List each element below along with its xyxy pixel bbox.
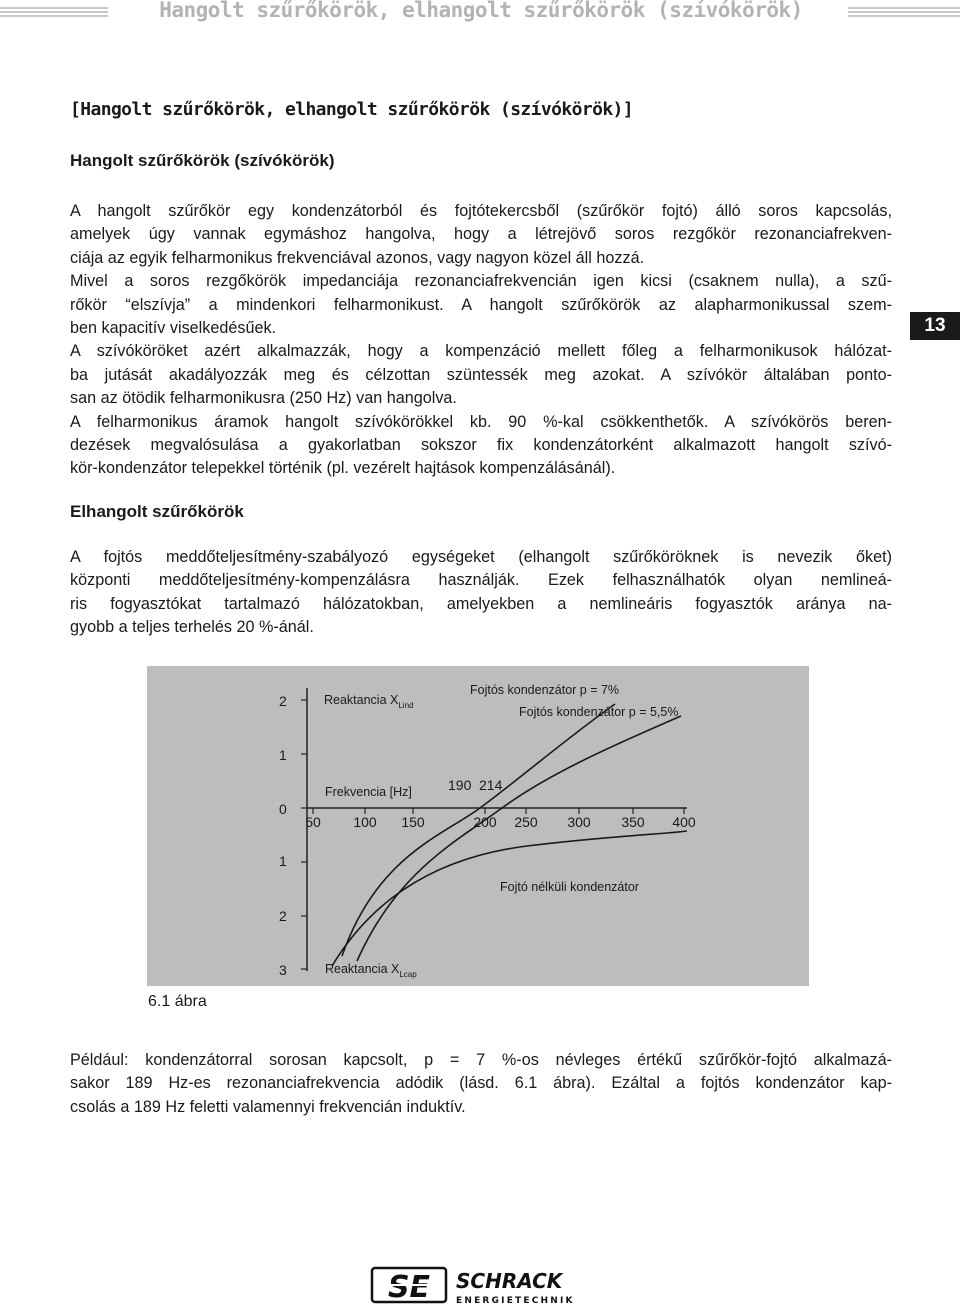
y-upper-axis-label: Reaktancia $X_{Lind}$ xyxy=(324,693,414,710)
text-line: rőkör “elszívja” a mindenkori felharmonikust. A hangolt szűrőkörök az alapharmonikussal szem- xyxy=(70,295,892,314)
text-line: csolás a 189 Hz feletti valamennyi frekvencián induktív. xyxy=(70,1097,466,1116)
text-line: központi meddőteljesítmény-kompenzálásra használják. Ezek felhasználhatók olyan nemlineá- xyxy=(70,571,892,590)
y-tick-label: 3 xyxy=(279,962,287,978)
closing-paragraph xyxy=(70,1049,892,1119)
document-title: [Hangolt szűrőkörök, elhangolt szűrőkörök (szívókörök)] xyxy=(70,99,634,120)
logo-initials: SE xyxy=(387,1270,431,1305)
text-line: gyobb a teljes terhelés 20 %-ánál. xyxy=(70,618,314,637)
resonance-label-190: 190 xyxy=(448,777,472,793)
text-line: A szívóköröket azért alkalmazzák, hogy a kompenzáció mellett főleg a felharmonikusok hálózat- xyxy=(70,342,892,361)
running-header-title: Hangolt szűrőkörök, elhangolt szűrőkörök (szívókörök) xyxy=(159,0,803,22)
text-line: Mivel a soros rezgőkörök impedanciája rezonanciafrekvencián igen kicsi (csaknem nulla), a szű- xyxy=(70,272,892,291)
resonance-label-214: 214 xyxy=(479,777,503,793)
header-rule-right xyxy=(848,7,960,17)
text-line: amelyek úgy vannak egymáshoz hangolva, hogy a létrejövő soros rezgőkör rezonanciafrekven- xyxy=(70,225,892,244)
y-tick-label: 2 xyxy=(279,693,287,709)
section2-paragraph xyxy=(70,546,892,640)
header-rule-left xyxy=(0,7,108,17)
text-line: A fojtós meddőteljesítmény-szabályozó egységeket (elhangolt szűrőköröknek is nevezik őket) xyxy=(70,548,892,566)
text-line: sakor 189 Hz-es rezonanciafrekvencia adódik (lásd. 6.1 ábra). Ezáltal a fojtós kondenzátor kap- xyxy=(70,1074,892,1093)
x-tick-label: 150 xyxy=(401,814,425,830)
section1-paragraph xyxy=(70,200,892,481)
x-tick-label: 100 xyxy=(353,814,377,830)
logo-subtitle: ENERGIETECHNIK xyxy=(456,1296,575,1306)
y-tick-label: 1 xyxy=(279,747,287,763)
text-line: Például: kondenzátorral sorosan kapcsolt, p = 7 %-os névleges értékű szűrőkör-fojtó alkalmazá- xyxy=(70,1051,892,1069)
logo-brand: SCHRACK xyxy=(456,1269,563,1293)
y-tick-label: 2 xyxy=(279,908,287,924)
schrack-logo xyxy=(370,1266,600,1306)
curve-choke-p55 xyxy=(357,716,681,961)
text-line: ba jutását akadályozzák meg és célzottan szüntessék meg azokat. A szívókör általában ponto- xyxy=(70,365,892,384)
text-line: ciája az egyik felharmonikus frekvenciával azonos, vagy nagyon közel áll hozzá. xyxy=(70,248,645,267)
text-line: dezések megvalósulása a gyakorlatban sokszor fix kondenzátorként alkalmazott hangolt szívó- xyxy=(70,436,892,455)
curve-label-p55: Fojtós kondenzátor p = 5,5% xyxy=(519,705,679,719)
x-tick-label: 400 xyxy=(672,814,696,830)
x-tick-label: 300 xyxy=(567,814,591,830)
x-tick-label: 200 xyxy=(473,814,497,830)
figure-caption: 6.1 ábra xyxy=(148,993,207,1010)
curve-choke-p7 xyxy=(342,704,615,956)
text-line: ben kapacitív viselkedésűek. xyxy=(70,319,277,338)
section-heading-detuned-filters: Elhangolt szűrőkörök xyxy=(70,502,244,521)
text-line: san az ötödik felharmonikusra (250 Hz) van hangolva. xyxy=(70,389,457,408)
text-line: A felharmonikus áramok hangolt szívókörökkel kb. 90 %-kal csökkenthetők. A szívókörös beren- xyxy=(70,412,892,431)
schrack-logo-mark xyxy=(370,1266,600,1306)
y-tick-label: 0 xyxy=(279,801,287,817)
x-axis-label: Frekvencia [Hz] xyxy=(325,785,412,799)
x-tick-label: 350 xyxy=(621,814,645,830)
x-tick-label: 250 xyxy=(514,814,538,830)
chapter-number-tab: 13 xyxy=(910,312,960,340)
reactance-diagram-svg xyxy=(147,666,809,986)
y-tick-label: 1 xyxy=(279,853,287,869)
curve-label-no-choke: Fojtó nélküli kondenzátor xyxy=(500,880,639,894)
curve-capacitor-no-choke xyxy=(332,831,687,966)
running-header xyxy=(0,0,960,30)
section-heading-tuned-filters: Hangolt szűrőkörök (szívókörök) xyxy=(70,151,335,170)
text-line: ris fogyasztókat tartalmazó hálózatokban, amelyekben a nemlineáris fogyasztók aránya na- xyxy=(70,594,892,613)
curve-label-p7: Fojtós kondenzátor p = 7% xyxy=(470,683,620,697)
text-line: A hangolt szűrőkör egy kondenzátorból és fojtótekercsből (szűrőkör fojtó) álló soros kapcsolás, xyxy=(70,202,892,220)
y-lower-axis-label: Reaktancia $X_{Lcap}$ xyxy=(325,962,417,979)
figure-reactance-diagram xyxy=(147,666,809,986)
text-line: kör-kondenzátor telepekkel történik (pl. vezérelt hajtások kompenzálásánál). xyxy=(70,459,616,478)
x-tick-label: 50 xyxy=(305,814,321,830)
